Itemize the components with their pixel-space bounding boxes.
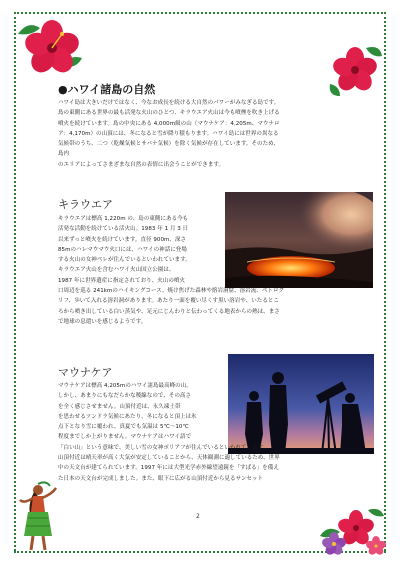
kilauea-line: リフ、歩いて入れる溶岩洞があります。あたり一面を覆い尽くす黒い溶岩や、いたるとこ xyxy=(58,298,280,305)
kilauea-line: 口周辺を巡る 241kmのハイキングコース、焼け焦げた森林や熔岩洞窟、溶岩流、ペトログ xyxy=(58,288,285,294)
dotted-border-left xyxy=(14,12,16,551)
maunakea-line: 「白い山」という意味で、美しい雪の女神ポリアフが住んでいるといわれています。 xyxy=(58,444,269,451)
kilauea-line: する火山の女神ペレが住んでいるといわれています。 xyxy=(58,257,191,264)
maunakea-line: 点下となり雪に覆われ、真夏でも気温は 5℃〜10℃ xyxy=(58,424,189,431)
intro-line: ア：4,170m）の山頂には、冬になると雪が降り積もります。ハワイ島には世界の異なる xyxy=(58,130,279,137)
maunakea-line: た日本の天文台が完成しました。また、眼下に広がる山頂付近から見るサンセット xyxy=(58,475,264,482)
kilauea-line: ろから噴き出している白い蒸気や、足元にじんわりと伝わってくる地表からの熱は、まさ xyxy=(58,308,280,315)
kilauea-paragraph xyxy=(58,214,191,286)
maunakea-line: を思わせるツンドラ気候にあたり、冬になると頂上は氷 xyxy=(58,413,197,420)
intro-line: 気候帯のうち、二つ（乾燥気候とサバナ気候）を除く気候が存在しています。そのため、 xyxy=(58,141,280,148)
hibiscus-bottom-right-icon xyxy=(318,506,388,556)
intro-line: のエリアによってさまざまな自然の表情に出会うことができます。 xyxy=(58,161,225,168)
maunakea-paragraph xyxy=(58,381,268,453)
intro-line: 島内 xyxy=(58,151,70,158)
maunakea-line: マウナケアは標高 4,205mのハワイ諸島最高峰の山。 xyxy=(58,383,192,389)
intro-line: 噴火を続けています。島の中央にある 4,000m級の山（マウナケア：4,205m、マウナロ xyxy=(58,120,280,127)
intro-paragraph xyxy=(58,98,280,170)
intro-line: 島の東側にある世界の最も活発な火山のひとつ、キラウエア火山は今も噴煙を吹き上げる xyxy=(58,110,280,117)
maunakea-heading: マウナケア xyxy=(58,366,113,379)
kilauea-line: で地球の息遣いを感じるようです。 xyxy=(58,318,147,325)
dotted-border-right xyxy=(384,12,386,551)
kilauea-line: キラウエアは標高 1,220m の、島の東側にある今も xyxy=(58,216,189,222)
kilauea-heading: キラウエア xyxy=(58,198,113,211)
maunakea-line: しかし、あまりにもなだらかな稜線なので、その高さ xyxy=(58,393,192,400)
hula-dancer-icon xyxy=(16,478,58,552)
maunakea-line: 山頂付近は晴天率が高く大気が安定していることから、天体観測に適しているため、世界 xyxy=(58,455,280,461)
section-title: ●ハワイ諸島の自然 xyxy=(58,83,156,96)
page-number: 2 xyxy=(196,513,200,520)
kilauea-line: 1987 年に世界遺産に指定されており、火山の噴火 xyxy=(58,277,185,284)
maunakea-line: を全く感じさせません。山頂付近は、永久凍土帯 xyxy=(58,403,181,410)
kilauea-line: 以来ずっと噴火を続けています。直径 900m、深さ xyxy=(58,236,187,243)
maunakea-line: 程度までしか上がりません。マウナケアはハワイ語で xyxy=(58,434,192,441)
maunakea-paragraph-continued xyxy=(58,453,280,484)
hibiscus-top-left-icon xyxy=(14,14,86,80)
kilauea-line: 85mのハレマウマウ火口には、ハワイの神話に登場 xyxy=(58,246,187,253)
kilauea-line: キラウエア火山を含むハワイ火山国立公園は、 xyxy=(58,267,175,274)
kilauea-paragraph-continued xyxy=(58,286,284,327)
kilauea-volcano-photo xyxy=(225,192,373,288)
hibiscus-top-right-icon xyxy=(326,40,384,98)
maunakea-line: 中の天文台が建てられています。1997 年には大型光学赤外線望遠鏡を「すばる」を備え xyxy=(58,465,279,472)
kilauea-line: 活発な活動を続けている活火山。1983 年 1 月 3 日 xyxy=(58,226,189,233)
intro-line: ハワイ島は大きいだけではなく、今なお成長を続ける大自然のパワーがみなぎる島です。 xyxy=(58,100,280,106)
